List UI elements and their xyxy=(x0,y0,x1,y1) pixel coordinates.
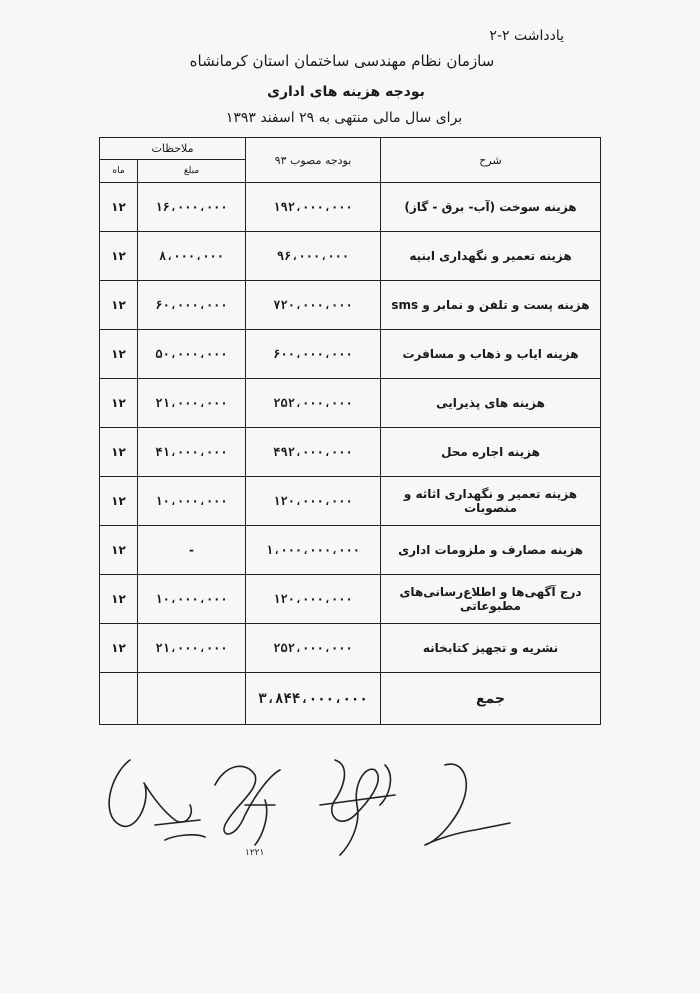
row-description: هزینه پست و تلفن و نمابر و sms xyxy=(381,281,601,330)
row-amount: ۶۰،۰۰۰،۰۰۰ xyxy=(138,281,246,330)
header-amount: مبلغ xyxy=(138,160,246,183)
row-description: هزینه سوخت (آب- برق - گاز) xyxy=(381,183,601,232)
row-month: ۱۲ xyxy=(100,379,138,428)
row-month: ۱۲ xyxy=(100,232,138,281)
table-row xyxy=(100,477,601,526)
row-amount: ۸،۰۰۰،۰۰۰ xyxy=(138,232,246,281)
row-description: هزینه اجاره محل xyxy=(381,428,601,477)
row-month: ۱۲ xyxy=(100,428,138,477)
row-month: ۱۲ xyxy=(100,183,138,232)
table-row xyxy=(100,575,601,624)
row-amount: ۱۰،۰۰۰،۰۰۰ xyxy=(138,477,246,526)
total-month-empty xyxy=(100,673,138,725)
row-amount: ۲۱،۰۰۰،۰۰۰ xyxy=(138,379,246,428)
row-amount: ۱۰،۰۰۰،۰۰۰ xyxy=(138,575,246,624)
row-amount: ۱۶،۰۰۰،۰۰۰ xyxy=(138,183,246,232)
signature-4 xyxy=(425,764,510,845)
row-amount: ۵۰،۰۰۰،۰۰۰ xyxy=(138,330,246,379)
row-amount: ۲۱،۰۰۰،۰۰۰ xyxy=(138,624,246,673)
header-approved-budget: بودجه مصوب ۹۳ xyxy=(246,138,381,183)
row-budget: ۲۵۲،۰۰۰،۰۰۰ xyxy=(246,379,381,428)
table-row xyxy=(100,624,601,673)
row-description: درج آگهی‌ها و اطلاع‌رسانی‌های مطبوعاتی xyxy=(381,575,601,624)
row-month: ۱۲ xyxy=(100,526,138,575)
row-description: هزینه تعمیر و نگهداری ابنیه xyxy=(381,232,601,281)
row-budget: ۶۰۰،۰۰۰،۰۰۰ xyxy=(246,330,381,379)
signatures xyxy=(95,745,525,865)
row-description: هزینه های پذیرایی xyxy=(381,379,601,428)
row-description: هزینه مصارف و ملزومات اداری xyxy=(381,526,601,575)
table-row xyxy=(100,428,601,477)
row-budget: ۲۵۲،۰۰۰،۰۰۰ xyxy=(246,624,381,673)
row-description: هزینه ایاب و ذهاب و مسافرت xyxy=(381,330,601,379)
document-subtitle: برای سال مالی منتهی به ۲۹ اسفند ۱۳۹۳ xyxy=(225,110,463,126)
table-row xyxy=(100,232,601,281)
header-remarks: ملاحظات xyxy=(100,138,246,160)
budget-table xyxy=(99,137,601,725)
row-month: ۱۲ xyxy=(100,281,138,330)
document-title: بودجه هزینه های اداری xyxy=(267,84,425,100)
table-row xyxy=(100,183,601,232)
row-description: نشریه و تجهیز کتابخانه xyxy=(381,624,601,673)
table-row xyxy=(100,281,601,330)
total-label: جمع xyxy=(381,673,601,725)
row-budget: ۱۲۰،۰۰۰،۰۰۰ xyxy=(246,477,381,526)
table-row xyxy=(100,330,601,379)
row-month: ۱۲ xyxy=(100,330,138,379)
signature-1 xyxy=(109,760,205,840)
header-month: ماه xyxy=(100,160,138,183)
total-budget: ۳،۸۴۴،۰۰۰،۰۰۰ xyxy=(246,673,381,725)
header-description: شرح xyxy=(381,138,601,183)
svg-text:١٢٢١: ١٢٢١ xyxy=(245,848,265,858)
row-budget: ۷۲۰،۰۰۰،۰۰۰ xyxy=(246,281,381,330)
signature-3 xyxy=(320,760,395,855)
row-amount: - xyxy=(138,526,246,575)
row-budget: ۴۹۲،۰۰۰،۰۰۰ xyxy=(246,428,381,477)
row-amount: ۴۱،۰۰۰،۰۰۰ xyxy=(138,428,246,477)
signature-2 xyxy=(215,766,280,858)
row-month: ۱۲ xyxy=(100,477,138,526)
note-reference: یادداشت ۲-۲ xyxy=(489,28,564,44)
row-month: ۱۲ xyxy=(100,575,138,624)
row-budget: ۱۲۰،۰۰۰،۰۰۰ xyxy=(246,575,381,624)
total-row xyxy=(100,673,601,725)
row-month: ۱۲ xyxy=(100,624,138,673)
row-description: هزینه تعمیر و نگهداری اثاثه و منصوبات xyxy=(381,477,601,526)
row-budget: ۱۹۲،۰۰۰،۰۰۰ xyxy=(246,183,381,232)
row-budget: ۱،۰۰۰،۰۰۰،۰۰۰ xyxy=(246,526,381,575)
table-row xyxy=(100,379,601,428)
row-budget: ۹۶،۰۰۰،۰۰۰ xyxy=(246,232,381,281)
total-amount-empty xyxy=(138,673,246,725)
organization-name: سازمان نظام مهندسی ساختمان استان کرمانشاه xyxy=(189,52,495,70)
table-row xyxy=(100,526,601,575)
